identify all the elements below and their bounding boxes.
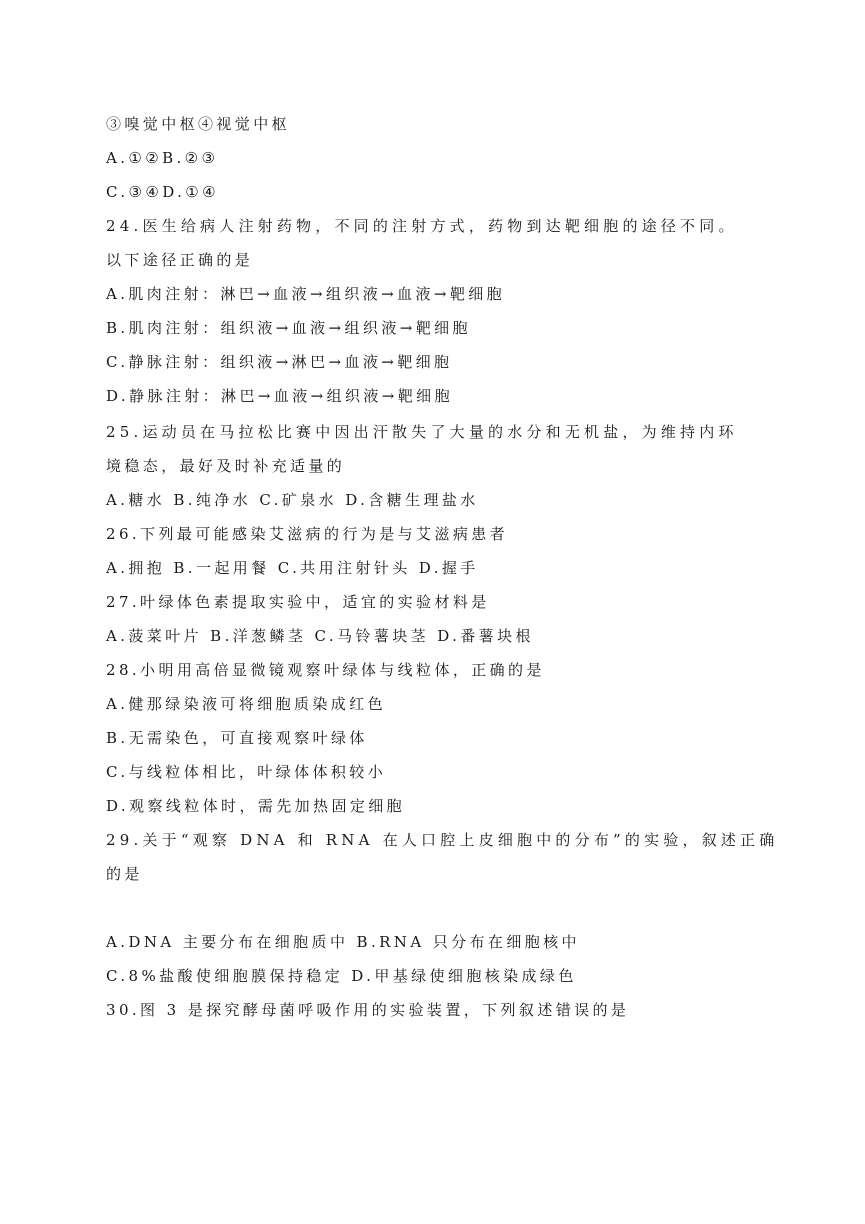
question-28-option-d: D.观察线粒体时，需先加热固定细胞 — [106, 797, 406, 815]
question-25-stem-cont: 境稳态，最好及时补充适量的 — [106, 457, 346, 475]
question-29-options-ab: A.DNA 主要分布在细胞质中 B.RNA 只分布在细胞核中 — [106, 933, 580, 951]
answer-choices-cd: C.③④D.①④ — [106, 183, 219, 201]
question-27-options: A.菠菜叶片 B.洋葱鳞茎 C.马铃薯块茎 D.番薯块根 — [106, 627, 534, 645]
question-29-stem-cont: 的是 — [106, 865, 143, 883]
question-29-stem: 29.关于“观察 DNA 和 RNA 在人口腔上皮细胞中的分布”的实验，叙述正确 — [106, 831, 779, 849]
question-28-option-a: A.健那绿染液可将细胞质染成红色 — [106, 695, 387, 713]
question-24-option-c: C.静脉注射：组织液→淋巴→血液→靶细胞 — [106, 353, 453, 371]
text-line-options-continued: ③嗅觉中枢④视觉中枢 — [106, 115, 291, 133]
question-24-stem-cont: 以下途径正确的是 — [106, 251, 254, 269]
question-25-options: A.糖水 B.纯净水 C.矿泉水 D.含糖生理盐水 — [106, 491, 479, 509]
question-28-option-c: C.与线粒体相比，叶绿体体积较小 — [106, 763, 387, 781]
question-24-option-b: B.肌肉注射：组织液→血液→组织液→靶细胞 — [106, 319, 471, 337]
question-30-stem: 30.图 3 是探究酵母菌呼吸作用的实验装置，下列叙述错误的是 — [106, 1001, 630, 1019]
question-24-option-d: D.静脉注射：淋巴→血液→组织液→靶细胞 — [106, 387, 453, 405]
question-27-stem: 27.叶绿体色素提取实验中，适宜的实验材料是 — [106, 593, 490, 611]
question-24-stem: 24.医生给病人注射药物，不同的注射方式，药物到达靶细胞的途径不同。 — [106, 217, 738, 235]
question-25-stem: 25.运动员在马拉松比赛中因出汗散失了大量的水分和无机盐，为维持内环 — [106, 423, 738, 441]
question-24-option-a: A.肌肉注射：淋巴→血液→组织液→血液→靶细胞 — [106, 285, 506, 303]
question-29-options-cd: C.8%盐酸使细胞膜保持稳定 D.甲基绿使细胞核染成绿色 — [106, 967, 577, 985]
question-26-stem: 26.下列最可能感染艾滋病的行为是与艾滋病患者 — [106, 525, 509, 543]
answer-choices-ab: A.①②B.②③ — [106, 149, 219, 167]
question-28-option-b: B.无需染色，可直接观察叶绿体 — [106, 729, 368, 747]
question-26-options: A.拥抱 B.一起用餐 C.共用注射针头 D.握手 — [106, 559, 479, 577]
question-28-stem: 28.小明用高倍显微镜观察叶绿体与线粒体，正确的是 — [106, 661, 545, 679]
